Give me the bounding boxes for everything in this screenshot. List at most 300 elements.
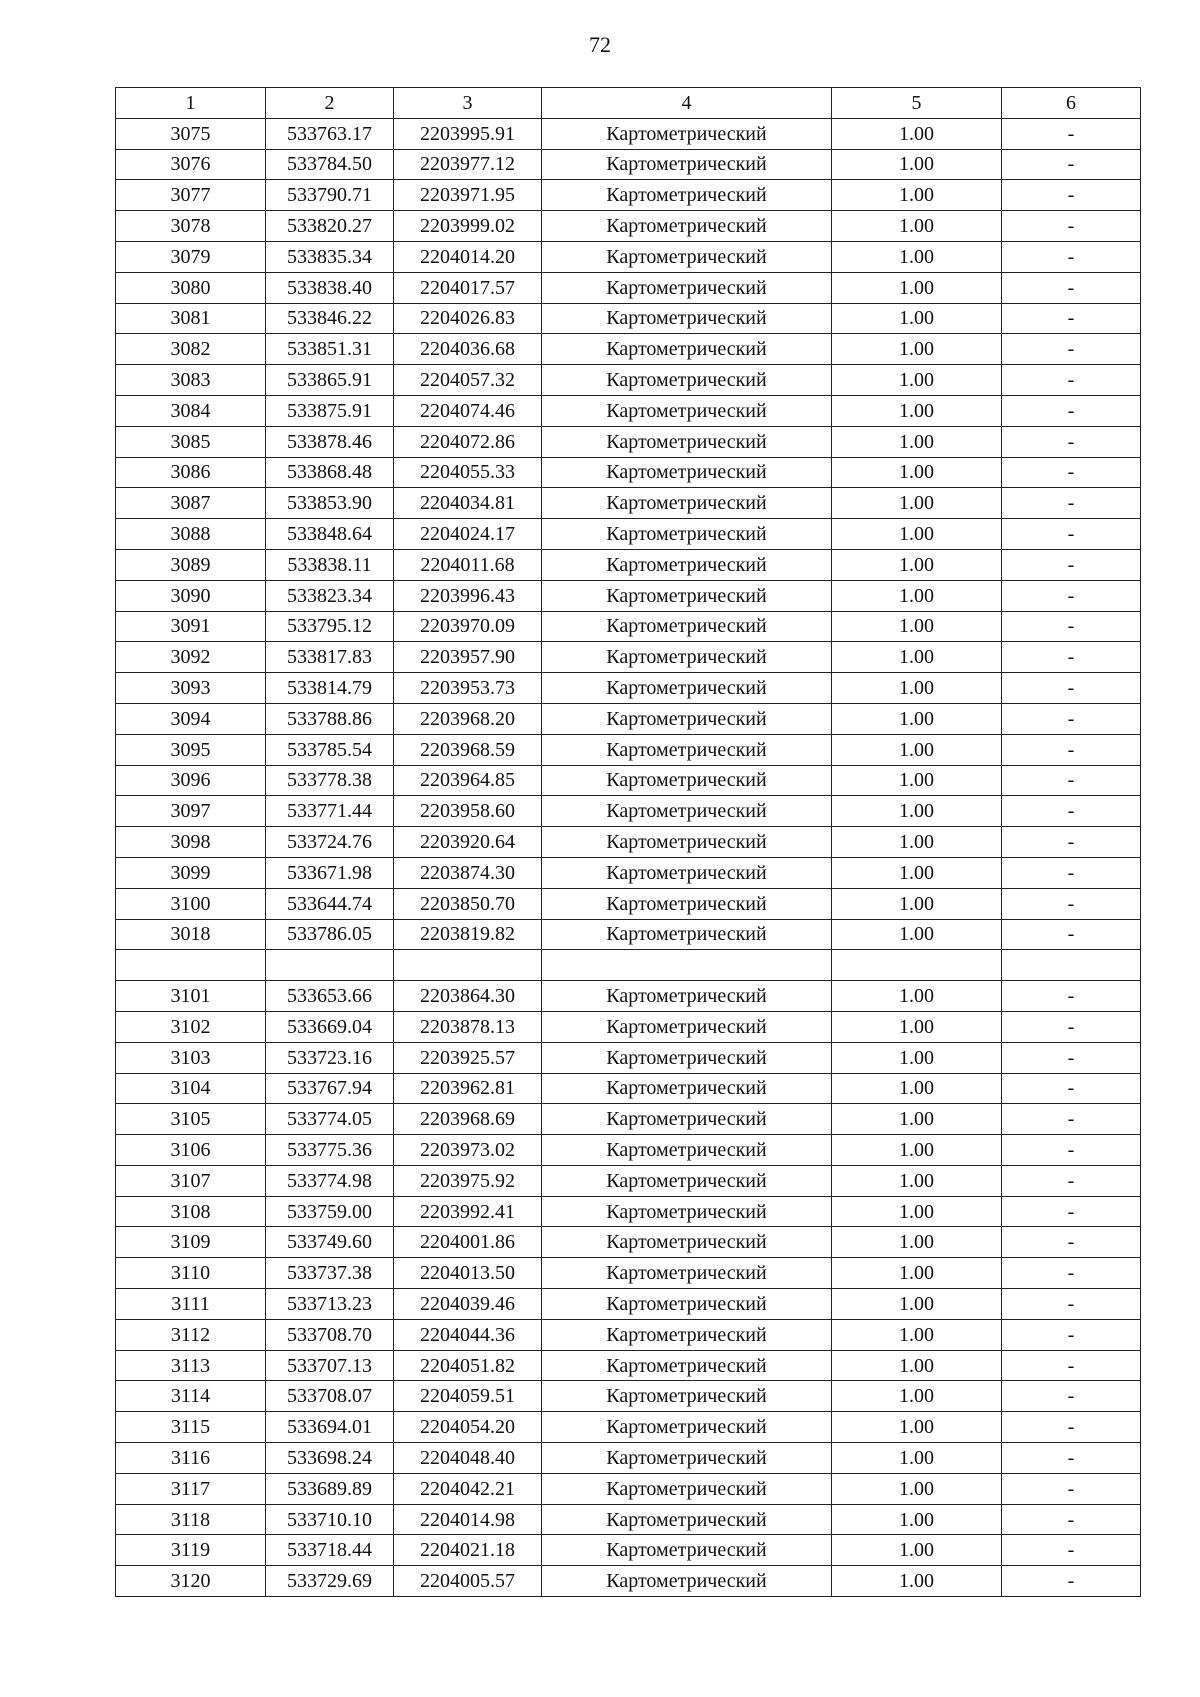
- table-row: [116, 1011, 1141, 1042]
- table-row: [116, 1073, 1141, 1104]
- table-row: [116, 611, 1141, 642]
- table-cell: 1.00: [832, 673, 1002, 704]
- table-cell: 1.00: [832, 1289, 1002, 1320]
- table-cell: Картометрический: [542, 1104, 832, 1135]
- table-cell: -: [1002, 180, 1141, 211]
- table-cell: 533817.83: [266, 642, 394, 673]
- table-cell: 533774.05: [266, 1104, 394, 1135]
- table-cell: 3082: [116, 334, 266, 365]
- table-cell: -: [1002, 857, 1141, 888]
- table-cell: 2203878.13: [394, 1011, 542, 1042]
- table-cell: 533718.44: [266, 1535, 394, 1566]
- table-cell: -: [1002, 303, 1141, 334]
- table-cell: 1.00: [832, 457, 1002, 488]
- table-cell: Картометрический: [542, 149, 832, 180]
- header-row: [116, 88, 1141, 119]
- table-cell: -: [1002, 1104, 1141, 1135]
- table-cell: -: [1002, 149, 1141, 180]
- table-cell: 533710.10: [266, 1504, 394, 1535]
- table-cell: 2203995.91: [394, 118, 542, 149]
- table-row: [116, 1350, 1141, 1381]
- table-cell: 3090: [116, 580, 266, 611]
- table-cell: Картометрический: [542, 395, 832, 426]
- table-cell: Картометрический: [542, 765, 832, 796]
- table-cell: 3105: [116, 1104, 266, 1135]
- table-cell: 3098: [116, 827, 266, 858]
- table-cell: -: [1002, 888, 1141, 919]
- table-cell: [116, 950, 266, 981]
- table-cell: 1.00: [832, 1412, 1002, 1443]
- table-cell: Картометрический: [542, 1473, 832, 1504]
- table-cell: 1.00: [832, 118, 1002, 149]
- table-row: [116, 580, 1141, 611]
- table-cell: 1.00: [832, 642, 1002, 673]
- table-row: [116, 1443, 1141, 1474]
- table-cell: 2204042.21: [394, 1473, 542, 1504]
- table-cell: Картометрический: [542, 981, 832, 1012]
- table-cell: 3091: [116, 611, 266, 642]
- table-cell: 3097: [116, 796, 266, 827]
- table-cell: -: [1002, 1289, 1141, 1320]
- table-cell: 3092: [116, 642, 266, 673]
- table-cell: 533814.79: [266, 673, 394, 704]
- table-cell: 2204021.18: [394, 1535, 542, 1566]
- table-row: [116, 1196, 1141, 1227]
- table-cell: Картометрический: [542, 1135, 832, 1166]
- table-cell: 1.00: [832, 519, 1002, 550]
- table-cell: 533785.54: [266, 734, 394, 765]
- table-cell: 1.00: [832, 734, 1002, 765]
- table-cell: -: [1002, 611, 1141, 642]
- table-cell: 3108: [116, 1196, 266, 1227]
- table-cell: Картометрический: [542, 1165, 832, 1196]
- table-cell: 533653.66: [266, 981, 394, 1012]
- table-cell: 2203874.30: [394, 857, 542, 888]
- table-cell: -: [1002, 981, 1141, 1012]
- table-cell: Картометрический: [542, 1443, 832, 1474]
- table-cell: -: [1002, 1504, 1141, 1535]
- table-cell: 1.00: [832, 827, 1002, 858]
- table-row: [116, 1381, 1141, 1412]
- table-cell: 533713.23: [266, 1289, 394, 1320]
- table-row: [116, 457, 1141, 488]
- table-cell: 3120: [116, 1566, 266, 1597]
- table-row: [116, 549, 1141, 580]
- table-cell: -: [1002, 395, 1141, 426]
- table-cell: Картометрический: [542, 919, 832, 950]
- table-cell: Картометрический: [542, 1196, 832, 1227]
- table-cell: Картометрический: [542, 642, 832, 673]
- table-row: [116, 1566, 1141, 1597]
- table-cell: 2204051.82: [394, 1350, 542, 1381]
- table-cell: 533737.38: [266, 1258, 394, 1289]
- table-cell: 533671.98: [266, 857, 394, 888]
- coordinates-table: [115, 87, 1141, 1597]
- table-cell: -: [1002, 272, 1141, 303]
- table-cell: Картометрический: [542, 334, 832, 365]
- table-row: [116, 1473, 1141, 1504]
- table-cell: 533853.90: [266, 488, 394, 519]
- table-row: [116, 519, 1141, 550]
- table-cell: 533707.13: [266, 1350, 394, 1381]
- table-cell: Картометрический: [542, 857, 832, 888]
- table-cell: 1.00: [832, 1473, 1002, 1504]
- table-cell: Картометрический: [542, 734, 832, 765]
- table-cell: 1.00: [832, 1350, 1002, 1381]
- table-cell: 1.00: [832, 1042, 1002, 1073]
- table-cell: 3102: [116, 1011, 266, 1042]
- table-cell: Картометрический: [542, 519, 832, 550]
- table-cell: 1.00: [832, 1443, 1002, 1474]
- table-cell: 1.00: [832, 1258, 1002, 1289]
- table-cell: 2204044.36: [394, 1319, 542, 1350]
- table-cell: 3116: [116, 1443, 266, 1474]
- table-row: [116, 642, 1141, 673]
- table-cell: 1.00: [832, 611, 1002, 642]
- table-cell: 1.00: [832, 703, 1002, 734]
- table-cell: -: [1002, 642, 1141, 673]
- table-cell: -: [1002, 919, 1141, 950]
- table-cell: Картометрический: [542, 1350, 832, 1381]
- table-cell: -: [1002, 1073, 1141, 1104]
- table-cell: -: [1002, 1135, 1141, 1166]
- column-header: 6: [1002, 88, 1141, 119]
- table-cell: 3081: [116, 303, 266, 334]
- table-cell: 2203920.64: [394, 827, 542, 858]
- table-cell: 1.00: [832, 272, 1002, 303]
- table-cell: 2204014.20: [394, 241, 542, 272]
- table-row: [116, 211, 1141, 242]
- table-row: [116, 673, 1141, 704]
- table-row: [116, 796, 1141, 827]
- table-cell: 1.00: [832, 1381, 1002, 1412]
- column-header: 3: [394, 88, 542, 119]
- table-cell: 2203968.59: [394, 734, 542, 765]
- table-cell: 533878.46: [266, 426, 394, 457]
- table-cell: 2203996.43: [394, 580, 542, 611]
- table-cell: [394, 950, 542, 981]
- table-cell: 2203957.90: [394, 642, 542, 673]
- table-cell: 3083: [116, 365, 266, 396]
- table-cell: -: [1002, 1042, 1141, 1073]
- column-header: 4: [542, 88, 832, 119]
- table-cell: 3118: [116, 1504, 266, 1535]
- table-cell: Картометрический: [542, 1073, 832, 1104]
- table-cell: [542, 950, 832, 981]
- table-cell: 1.00: [832, 1104, 1002, 1135]
- table-cell: 1.00: [832, 1011, 1002, 1042]
- table-cell: 3111: [116, 1289, 266, 1320]
- table-cell: 533875.91: [266, 395, 394, 426]
- table-cell: -: [1002, 365, 1141, 396]
- table-cell: 2204036.68: [394, 334, 542, 365]
- table-cell: 533835.34: [266, 241, 394, 272]
- table-row: [116, 1165, 1141, 1196]
- table-cell: 1.00: [832, 303, 1002, 334]
- table-cell: 2203999.02: [394, 211, 542, 242]
- table-cell: 533823.34: [266, 580, 394, 611]
- table-cell: 1.00: [832, 365, 1002, 396]
- table-cell: 533868.48: [266, 457, 394, 488]
- table-cell: 3076: [116, 149, 266, 180]
- table-cell: 533838.40: [266, 272, 394, 303]
- table-cell: 2203964.85: [394, 765, 542, 796]
- table-row: [116, 1227, 1141, 1258]
- table-cell: 1.00: [832, 395, 1002, 426]
- table-cell: 533698.24: [266, 1443, 394, 1474]
- table-cell: 1.00: [832, 796, 1002, 827]
- table-row: [116, 827, 1141, 858]
- table-cell: 1.00: [832, 857, 1002, 888]
- column-header: 2: [266, 88, 394, 119]
- table-cell: Картометрический: [542, 303, 832, 334]
- table-row: [116, 1042, 1141, 1073]
- table-cell: Картометрический: [542, 1042, 832, 1073]
- table-cell: 533774.98: [266, 1165, 394, 1196]
- table-cell: 2204001.86: [394, 1227, 542, 1258]
- table-cell: 1.00: [832, 1319, 1002, 1350]
- table-cell: 1.00: [832, 1566, 1002, 1597]
- table-cell: 533767.94: [266, 1073, 394, 1104]
- table-cell: Картометрический: [542, 827, 832, 858]
- table-cell: -: [1002, 211, 1141, 242]
- table-cell: 533775.36: [266, 1135, 394, 1166]
- table-cell: 1.00: [832, 211, 1002, 242]
- table-cell: 533724.76: [266, 827, 394, 858]
- table-cell: -: [1002, 1535, 1141, 1566]
- table-cell: Картометрический: [542, 272, 832, 303]
- column-header: 1: [116, 88, 266, 119]
- table-cell: 533784.50: [266, 149, 394, 180]
- table-cell: 3115: [116, 1412, 266, 1443]
- table-cell: 2203971.95: [394, 180, 542, 211]
- table-cell: -: [1002, 1350, 1141, 1381]
- table-cell: 1.00: [832, 1196, 1002, 1227]
- table-row: [116, 950, 1141, 981]
- table-cell: 533749.60: [266, 1227, 394, 1258]
- table-row: [116, 149, 1141, 180]
- table-cell: -: [1002, 426, 1141, 457]
- table-cell: 2203970.09: [394, 611, 542, 642]
- table-cell: 1.00: [832, 919, 1002, 950]
- table-cell: -: [1002, 519, 1141, 550]
- table-cell: 3096: [116, 765, 266, 796]
- table-cell: 2204059.51: [394, 1381, 542, 1412]
- table-cell: Картометрический: [542, 1258, 832, 1289]
- table-cell: 1.00: [832, 1135, 1002, 1166]
- table-cell: 2204057.32: [394, 365, 542, 396]
- table-cell: 1.00: [832, 1073, 1002, 1104]
- table-cell: Картометрический: [542, 1319, 832, 1350]
- table-cell: 2204034.81: [394, 488, 542, 519]
- table-cell: 3113: [116, 1350, 266, 1381]
- table-cell: 1.00: [832, 580, 1002, 611]
- table-cell: Картометрический: [542, 1011, 832, 1042]
- table-cell: Картометрический: [542, 180, 832, 211]
- table-cell: 1.00: [832, 488, 1002, 519]
- table-cell: -: [1002, 827, 1141, 858]
- table-row: [116, 1504, 1141, 1535]
- table-cell: 2204005.57: [394, 1566, 542, 1597]
- table-cell: 2203968.69: [394, 1104, 542, 1135]
- table-cell: -: [1002, 1566, 1141, 1597]
- table-row: [116, 981, 1141, 1012]
- table-row: [116, 1319, 1141, 1350]
- table-cell: Картометрический: [542, 611, 832, 642]
- table-cell: 2203962.81: [394, 1073, 542, 1104]
- table-cell: -: [1002, 580, 1141, 611]
- table-row: [116, 1289, 1141, 1320]
- table-cell: 2203925.57: [394, 1042, 542, 1073]
- table-cell: 3087: [116, 488, 266, 519]
- table-cell: 3114: [116, 1381, 266, 1412]
- table-row: [116, 426, 1141, 457]
- table-cell: Картометрический: [542, 1227, 832, 1258]
- table-cell: Картометрический: [542, 241, 832, 272]
- table-cell: 1.00: [832, 888, 1002, 919]
- table-cell: -: [1002, 1196, 1141, 1227]
- table-cell: Картометрический: [542, 1504, 832, 1535]
- table-cell: 3100: [116, 888, 266, 919]
- table-cell: -: [1002, 796, 1141, 827]
- table-row: [116, 734, 1141, 765]
- table-cell: Картометрический: [542, 457, 832, 488]
- table-cell: 1.00: [832, 981, 1002, 1012]
- table-cell: Картометрический: [542, 211, 832, 242]
- table-cell: [832, 950, 1002, 981]
- table-cell: 3117: [116, 1473, 266, 1504]
- table-cell: 3107: [116, 1165, 266, 1196]
- table-row: [116, 334, 1141, 365]
- table-cell: 533771.44: [266, 796, 394, 827]
- table-cell: -: [1002, 241, 1141, 272]
- table-cell: 533795.12: [266, 611, 394, 642]
- table-cell: -: [1002, 1258, 1141, 1289]
- table-row: [116, 303, 1141, 334]
- table-cell: 2204039.46: [394, 1289, 542, 1320]
- table-cell: 2204072.86: [394, 426, 542, 457]
- table-cell: -: [1002, 673, 1141, 704]
- table-row: [116, 241, 1141, 272]
- table-cell: 533723.16: [266, 1042, 394, 1073]
- table-cell: Картометрический: [542, 488, 832, 519]
- table-cell: 3088: [116, 519, 266, 550]
- table-row: [116, 395, 1141, 426]
- table-cell: -: [1002, 334, 1141, 365]
- table-cell: 533786.05: [266, 919, 394, 950]
- table-cell: 2204074.46: [394, 395, 542, 426]
- table-cell: -: [1002, 765, 1141, 796]
- table-cell: 533820.27: [266, 211, 394, 242]
- table-cell: 533851.31: [266, 334, 394, 365]
- table-cell: Картометрический: [542, 673, 832, 704]
- table-cell: -: [1002, 703, 1141, 734]
- table-cell: 3119: [116, 1535, 266, 1566]
- table-cell: 2203953.73: [394, 673, 542, 704]
- table-row: [116, 857, 1141, 888]
- table-cell: -: [1002, 118, 1141, 149]
- table-row: [116, 919, 1141, 950]
- table-cell: 3018: [116, 919, 266, 950]
- table-cell: 1.00: [832, 241, 1002, 272]
- table-cell: 3112: [116, 1319, 266, 1350]
- table-cell: [266, 950, 394, 981]
- table-row: [116, 1535, 1141, 1566]
- table-body: [116, 88, 1141, 1597]
- table-cell: 3103: [116, 1042, 266, 1073]
- table-row: [116, 765, 1141, 796]
- table-cell: Картометрический: [542, 549, 832, 580]
- table-cell: 3101: [116, 981, 266, 1012]
- table-cell: -: [1002, 734, 1141, 765]
- column-header: 5: [832, 88, 1002, 119]
- table-cell: 533729.69: [266, 1566, 394, 1597]
- table-cell: -: [1002, 1227, 1141, 1258]
- table-cell: 2203850.70: [394, 888, 542, 919]
- table-cell: 3110: [116, 1258, 266, 1289]
- table-cell: 2203973.02: [394, 1135, 542, 1166]
- table-cell: 3080: [116, 272, 266, 303]
- table-cell: Картометрический: [542, 1381, 832, 1412]
- table-cell: 1.00: [832, 1504, 1002, 1535]
- table-cell: 2203819.82: [394, 919, 542, 950]
- table-cell: 3099: [116, 857, 266, 888]
- table-cell: Картометрический: [542, 580, 832, 611]
- table-row: [116, 888, 1141, 919]
- table-cell: 3104: [116, 1073, 266, 1104]
- table-cell: Картометрический: [542, 1535, 832, 1566]
- table-cell: 2204026.83: [394, 303, 542, 334]
- table-cell: 533644.74: [266, 888, 394, 919]
- table-cell: 2204048.40: [394, 1443, 542, 1474]
- table-cell: 3085: [116, 426, 266, 457]
- table-cell: Картометрический: [542, 1412, 832, 1443]
- table-cell: 2203958.60: [394, 796, 542, 827]
- table-cell: -: [1002, 1381, 1141, 1412]
- table-cell: 3079: [116, 241, 266, 272]
- table-cell: 3075: [116, 118, 266, 149]
- table-cell: 2204011.68: [394, 549, 542, 580]
- table-cell: -: [1002, 1443, 1141, 1474]
- table-cell: Картометрический: [542, 888, 832, 919]
- table-cell: 533865.91: [266, 365, 394, 396]
- table-row: [116, 1412, 1141, 1443]
- table-cell: Картометрический: [542, 426, 832, 457]
- table-row: [116, 1135, 1141, 1166]
- table-cell: 2203977.12: [394, 149, 542, 180]
- table-cell: -: [1002, 1011, 1141, 1042]
- table-row: [116, 272, 1141, 303]
- table-cell: 1.00: [832, 334, 1002, 365]
- table-row: [116, 703, 1141, 734]
- table-cell: 533708.07: [266, 1381, 394, 1412]
- table-cell: Картометрический: [542, 118, 832, 149]
- table-cell: Картометрический: [542, 796, 832, 827]
- table-cell: -: [1002, 457, 1141, 488]
- table-cell: 2204055.33: [394, 457, 542, 488]
- table-cell: -: [1002, 488, 1141, 519]
- table-cell: 533669.04: [266, 1011, 394, 1042]
- table-cell: -: [1002, 1473, 1141, 1504]
- table-cell: 2204054.20: [394, 1412, 542, 1443]
- table-cell: 1.00: [832, 1535, 1002, 1566]
- table-cell: Картометрический: [542, 1289, 832, 1320]
- table-cell: Картометрический: [542, 1566, 832, 1597]
- table-row: [116, 118, 1141, 149]
- table-cell: 2204024.17: [394, 519, 542, 550]
- table-cell: 533689.89: [266, 1473, 394, 1504]
- table-cell: 2204017.57: [394, 272, 542, 303]
